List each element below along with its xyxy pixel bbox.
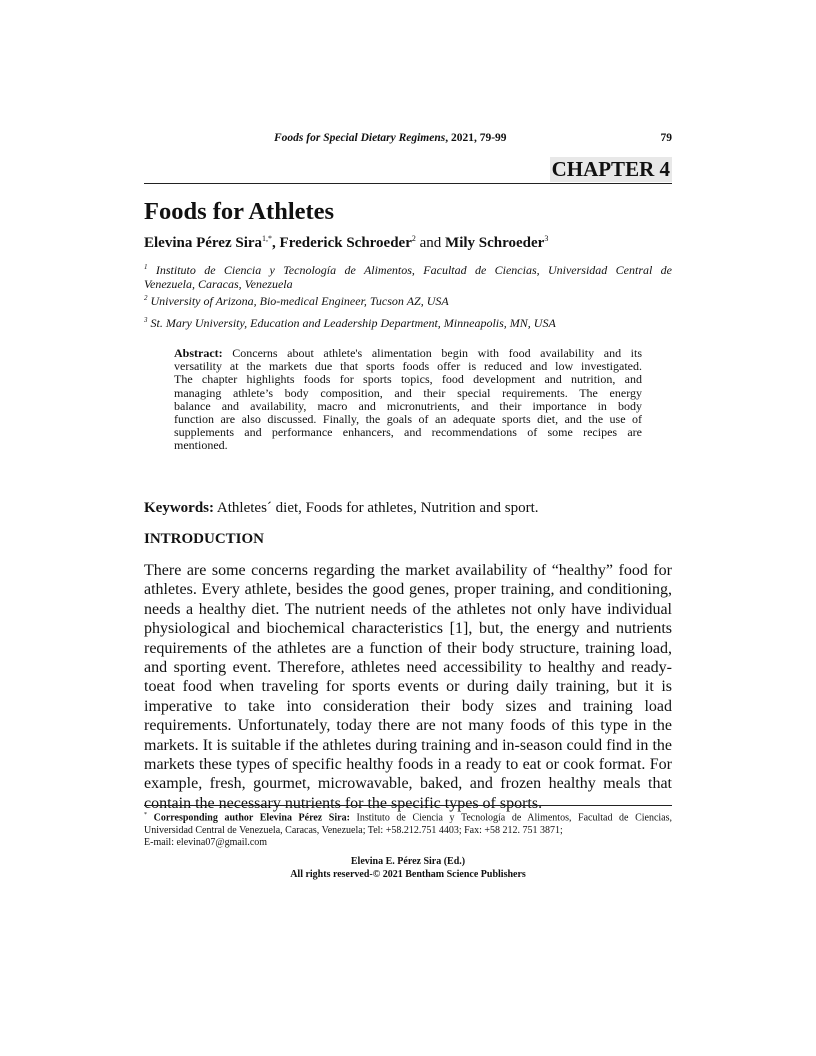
body-line: requirements. Unfortunately, today there are not many foods of this type in the <box>144 717 672 735</box>
body-line: example, fresh, gourmet, microwavable, baked, and frozen healthy meals that <box>144 775 672 793</box>
journal-details: , 2021, 79-99 <box>445 132 507 144</box>
header-rule <box>144 183 672 184</box>
abstract-line: function are also discussed. Finally, the goals of an adequate sports diet, and the use of <box>174 412 642 427</box>
body-line: toeat food when traveling for sports events or during daily training, but it is <box>144 678 672 696</box>
body-line: imperative to take into consideration their body sizes and training load <box>144 697 672 715</box>
body-line: physiological and biochemical characteristics [1], but, the energy and nutrients <box>144 620 672 638</box>
body-line: athletes. Every athlete, besides the good genes, proper training, and conditioning, <box>144 581 672 599</box>
chapter-title: Foods for Athletes <box>144 198 335 225</box>
body-line: contain the necessary nutrients for the specific types of sports. <box>144 794 543 812</box>
abstract-line: versatility at the markets due that sports foods offer is reduced and low investigated. <box>174 359 642 374</box>
body-line: markets these types of specific healthy foods in a ready to eat or cook format. For <box>144 756 672 774</box>
chapter-label: CHAPTER 4 <box>551 157 670 181</box>
copyright-line: All rights reserved-© 2021 Bentham Science Publishers <box>290 868 526 880</box>
abstract-line: mentioned. <box>174 438 228 453</box>
affiliation: $^1$ Instituto de Ciencia y Tecnología de Alimentos, Facultad de Ciencias, Universidad Central de Venezuela, Caracas, Venezuela <box>144 263 672 291</box>
author-name: Mily Schroeder <box>445 235 545 251</box>
abstract-line: Abstract: Concerns about athlete's alimentation begin with food availability and its <box>174 346 642 360</box>
body-line: needs a healthy diet. The nutrient needs of the athletes not only have individual <box>144 600 672 618</box>
body-paragraph <box>144 561 672 813</box>
journal-title: Foods for Special Dietary Regimens <box>274 132 446 144</box>
footnote: * Corresponding author Elevina Pérez Sira: Instituto de Ciencia y Tecnología de Alimentos, Facultad de Ciencias, Universidad Central de Venezuela, Caracas, Venezuela; Tel: +58.212.751 4403; Fax: +58 212. 751 3871; E-mail: elevina07@gmail.com <box>144 812 673 849</box>
body-line: and sporting event. Therefore, athletes need accessibility to healthy and ready- <box>144 659 672 677</box>
body-line: requirements of the athletes are a function of their body structure, training load, <box>144 639 672 657</box>
page-number: 79 <box>660 132 672 144</box>
body-line: There are some concerns regarding the market availability of “healthy” food for <box>144 562 672 579</box>
publisher-info <box>144 856 672 881</box>
abstract-line: managing athlete’s body composition, and their special requirements. The energy <box>174 385 642 400</box>
abstract-line: The chapter highlights foods for sports topics, food development and nutrition, and <box>174 372 642 387</box>
abstract-line: balance and availability, macro and micronutrients, and their importance in body <box>174 398 642 413</box>
author-name: Frederick Schroeder <box>279 235 412 251</box>
abstract <box>174 347 642 453</box>
affiliation: $^2$ University of Arizona, Bio-medical Engineer, Tucson AZ, USA <box>144 294 449 308</box>
footnote-rule <box>144 805 672 806</box>
editor-line: Elevina E. Pérez Sira (Ed.) <box>350 856 466 867</box>
keywords: Keywords: Athletes´ diet, Foods for athletes, Nutrition and sport. <box>144 500 539 516</box>
affiliation: $^3$ St. Mary University, Education and Leadership Department, Minneapolis, MN, USA <box>144 316 556 330</box>
section-heading: INTRODUCTION <box>144 531 265 547</box>
abstract-line: supplements and performance enhancers, and recommendations of some recipes are <box>174 425 642 440</box>
body-line: markets. It is suitable if the athletes during training and in-season could find in the <box>144 736 672 754</box>
authors: Elevina Pérez Sira$^{1,*}$, Frederick Schroeder$^2$ and Mily Schroeder$^3$ <box>144 234 549 251</box>
author-name: Elevina Pérez Sira <box>144 235 263 251</box>
